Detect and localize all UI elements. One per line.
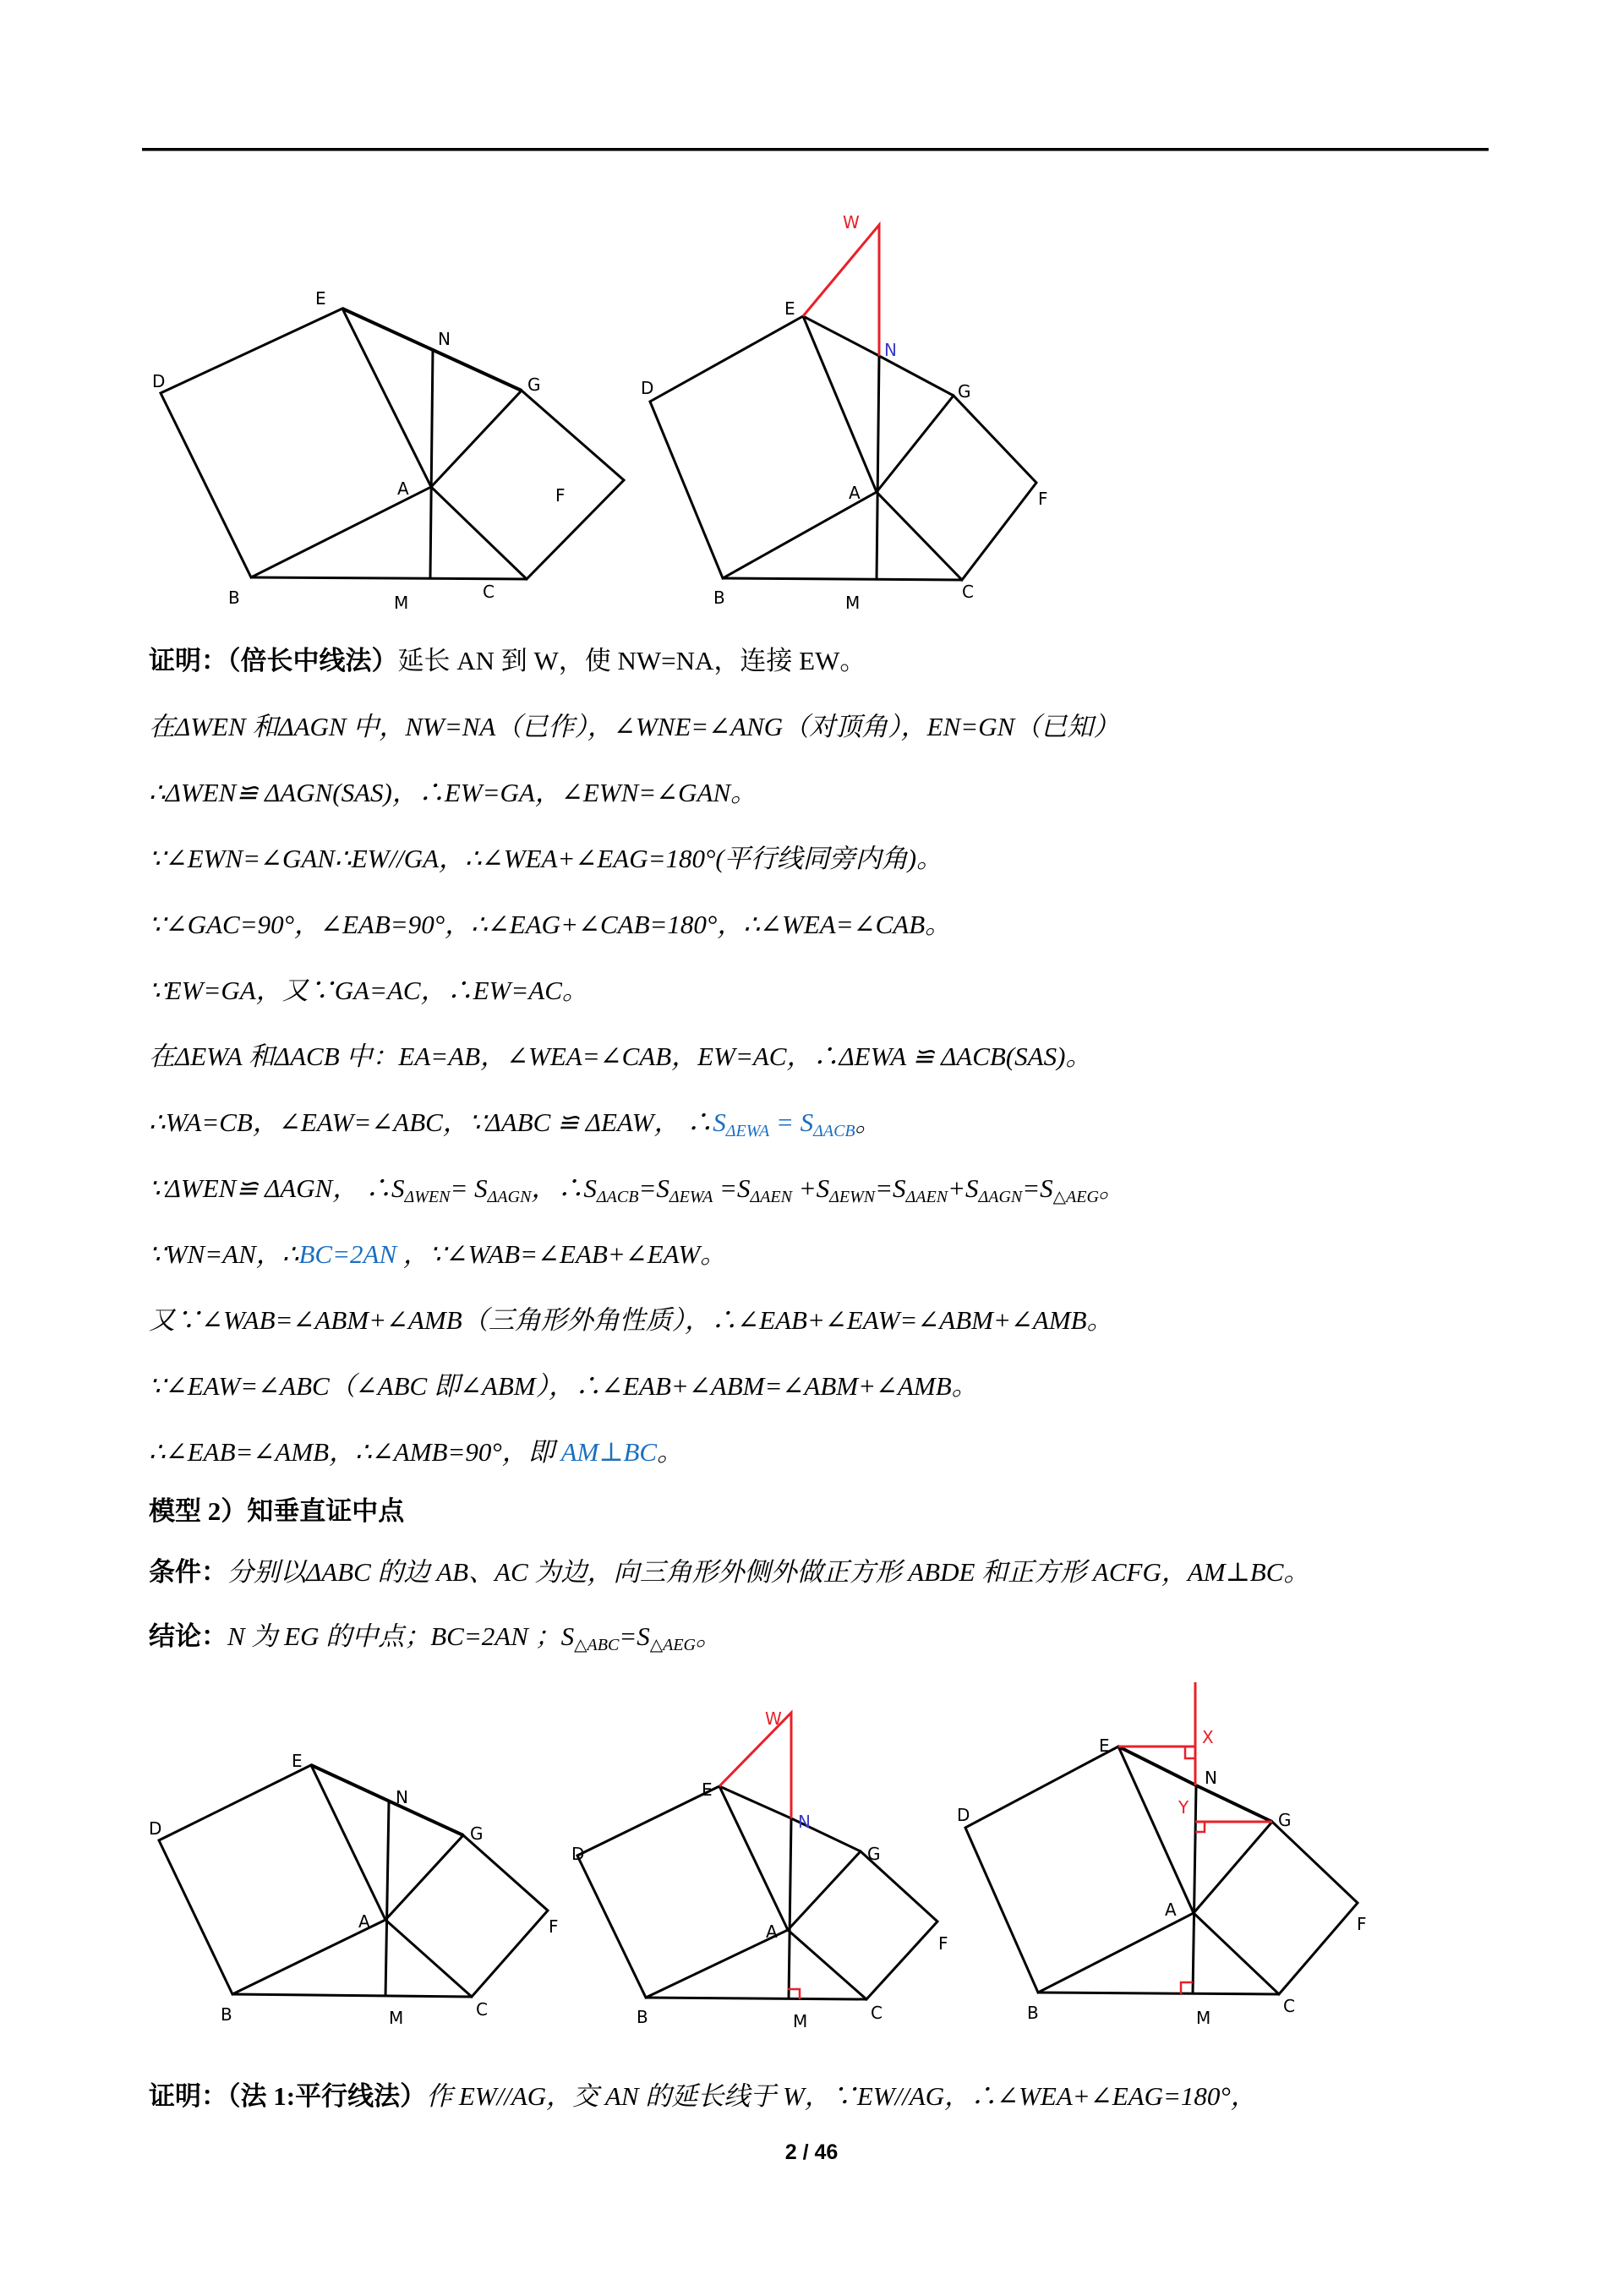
svg-text:B: B <box>637 2007 648 2027</box>
svg-text:G: G <box>470 1823 484 1844</box>
proof1-line6: ∵EW=GA，又∵GA=AC，∴EW=AC。 <box>149 976 588 1005</box>
proof1-line9: ∵ΔWEN≌ ΔAGN， $\therefore S_{\Delta WEN}= S_{\Delta AGN}$，$\therefore S_{\Delta ACB}=S_{\Delta EWA} =S_{\Delta AEN} +S_{\Delta EWN}=S_{\Delta AEN}+S_{\Delta AGN}=S_{\triangle AEG}$。 <box>149 1173 1125 1206</box>
figure-model2-base <box>144 1741 566 2046</box>
svg-text:Y: Y <box>1178 1797 1189 1818</box>
proof1-line10: ∵WN=AN，∴BC=2AN ，∵∠WAB=∠EAB+∠EAW。 <box>149 1239 727 1269</box>
svg-text:C: C <box>483 582 495 602</box>
svg-text:G: G <box>1278 1810 1292 1830</box>
svg-text:W: W <box>843 212 860 232</box>
svg-text:D: D <box>957 1805 970 1825</box>
svg-text:F: F <box>1357 1914 1367 1934</box>
proof1-line2: 在ΔWEN 和ΔAGN 中，NW=NA（已作），∠WNE=∠ANG（对顶角），EN=GN（已知） <box>149 712 1120 741</box>
figure-model1-base <box>144 287 654 613</box>
svg-text:M: M <box>389 2008 404 2028</box>
proof1-line8: ∴WA=CB，∠EAW=∠ABC，∵ΔABC ≌ ΔEAW， $\therefore S_{\Delta EWA} = S_{\Delta ACB}$。 <box>149 1107 882 1140</box>
svg-text:F: F <box>938 1933 948 1954</box>
proof1-line12: ∵∠EAW=∠ABC（∠ABC 即∠ABM），∴∠EAB+∠ABM=∠ABM+∠AMB。 <box>149 1371 978 1401</box>
svg-text:N: N <box>438 329 451 349</box>
svg-text:C: C <box>1283 1996 1295 2016</box>
svg-text:M: M <box>793 2011 808 2031</box>
am-perp-bc-highlight: AM⊥BC <box>560 1437 658 1467</box>
svg-text:C: C <box>871 2003 883 2023</box>
figure-model2-parallel <box>566 1691 964 2037</box>
proof1-line5: ∵∠GAC=90°，∠EAB=90°，∴∠EAG+∠CAB=180°，∴∠WEA=∠CAB。 <box>149 910 952 939</box>
svg-text:F: F <box>1038 489 1048 509</box>
svg-text:E: E <box>702 1779 713 1800</box>
svg-text:B: B <box>221 2004 232 2025</box>
svg-text:A: A <box>849 483 861 503</box>
svg-text:G: G <box>958 381 971 402</box>
svg-text:W: W <box>765 1708 782 1729</box>
figure-model2-perpendiculars <box>947 1674 1420 2046</box>
page-number: 2 / 46 <box>784 2140 839 2164</box>
svg-text:G: G <box>867 1844 881 1864</box>
svg-text:C: C <box>962 582 974 602</box>
svg-text:B: B <box>228 588 240 608</box>
proof1-line11: 又∵∠WAB=∠ABM+∠AMB（三角形外角性质），∴∠EAB+∠EAW=∠ABM+∠AMB。 <box>149 1305 1113 1335</box>
svg-text:E: E <box>784 298 795 319</box>
svg-text:M: M <box>394 593 409 613</box>
proof1-line1: 证明：（倍长中线法）延长 AN 到 W，使 NW=NA，连接 EW。 <box>149 646 866 675</box>
svg-text:A: A <box>397 478 409 499</box>
svg-text:M: M <box>845 593 861 613</box>
header-rule <box>142 148 1489 151</box>
svg-text:D: D <box>641 378 654 398</box>
svg-text:A: A <box>358 1911 370 1932</box>
svg-text:A: A <box>766 1922 778 1942</box>
svg-text:X: X <box>1202 1727 1214 1747</box>
svg-text:F: F <box>555 485 566 506</box>
proof1-heading: 证明：（倍长中线法） <box>149 646 398 675</box>
svg-text:N: N <box>1205 1768 1217 1788</box>
svg-text:E: E <box>315 288 326 309</box>
proof1-line4: ∵∠EWN=∠GAN∴EW//GA，∴∠WEA+∠EAG=180°(平行线同旁内角)。 <box>149 844 943 873</box>
svg-text:A: A <box>1165 1900 1177 1920</box>
proof1-line7: 在ΔEWA 和ΔACB 中：EA=AB，∠WEA=∠CAB，EW=AC，∴ΔEWA ≌ ΔACB(SAS)。 <box>149 1041 1092 1071</box>
svg-text:C: C <box>476 1999 488 2020</box>
svg-text:E: E <box>292 1751 303 1771</box>
svg-text:E: E <box>1099 1736 1110 1756</box>
svg-text:D: D <box>149 1818 162 1839</box>
model2-condition: 条件：分别以ΔABC 的边 AB、AC 为边，向三角形外侧外做正方形 ABDE 和正方形 ACFG，AM⊥BC。 <box>149 1557 1310 1587</box>
proof2-line1: 证明：（法 1:平行线法）作 EW//AG，交 AN 的延长线于 W，∵EW//AG，∴∠WEA+∠EAG=180°， <box>149 2081 1257 2111</box>
model2-title: 模型 2）知垂直证中点 <box>149 1496 405 1526</box>
svg-text:N: N <box>884 340 897 360</box>
area-equality-highlight: $S_{\Delta EWA} = S_{\Delta ACB}$ <box>713 1107 855 1140</box>
svg-text:N: N <box>798 1812 811 1832</box>
svg-text:F: F <box>549 1916 559 1937</box>
svg-text:N: N <box>396 1787 408 1807</box>
bc-2an-highlight: BC=2AN <box>298 1239 397 1269</box>
figure-model1-doubled-median <box>634 203 1141 613</box>
svg-text:G: G <box>527 374 541 395</box>
proof2-heading: 证明：（法 1:平行线法） <box>149 2081 427 2111</box>
svg-text:M: M <box>1196 2008 1211 2028</box>
svg-text:D: D <box>152 371 166 391</box>
proof1-line13: ∴∠EAB=∠AMB，∴∠AMB=90°，即 AM⊥BC。 <box>149 1437 684 1467</box>
svg-text:B: B <box>713 588 725 608</box>
svg-text:D: D <box>571 1844 585 1864</box>
model2-conclusion: 结论：N 为 EG 的中点；BC=2AN ；$S_{\triangle ABC}=S_{\triangle AEG}$。 <box>149 1621 722 1654</box>
proof1-line3: ∴ΔWEN≌ ΔAGN(SAS)，∴EW=GA，∠EWN=∠GAN。 <box>149 778 757 807</box>
svg-text:B: B <box>1027 2003 1039 2023</box>
